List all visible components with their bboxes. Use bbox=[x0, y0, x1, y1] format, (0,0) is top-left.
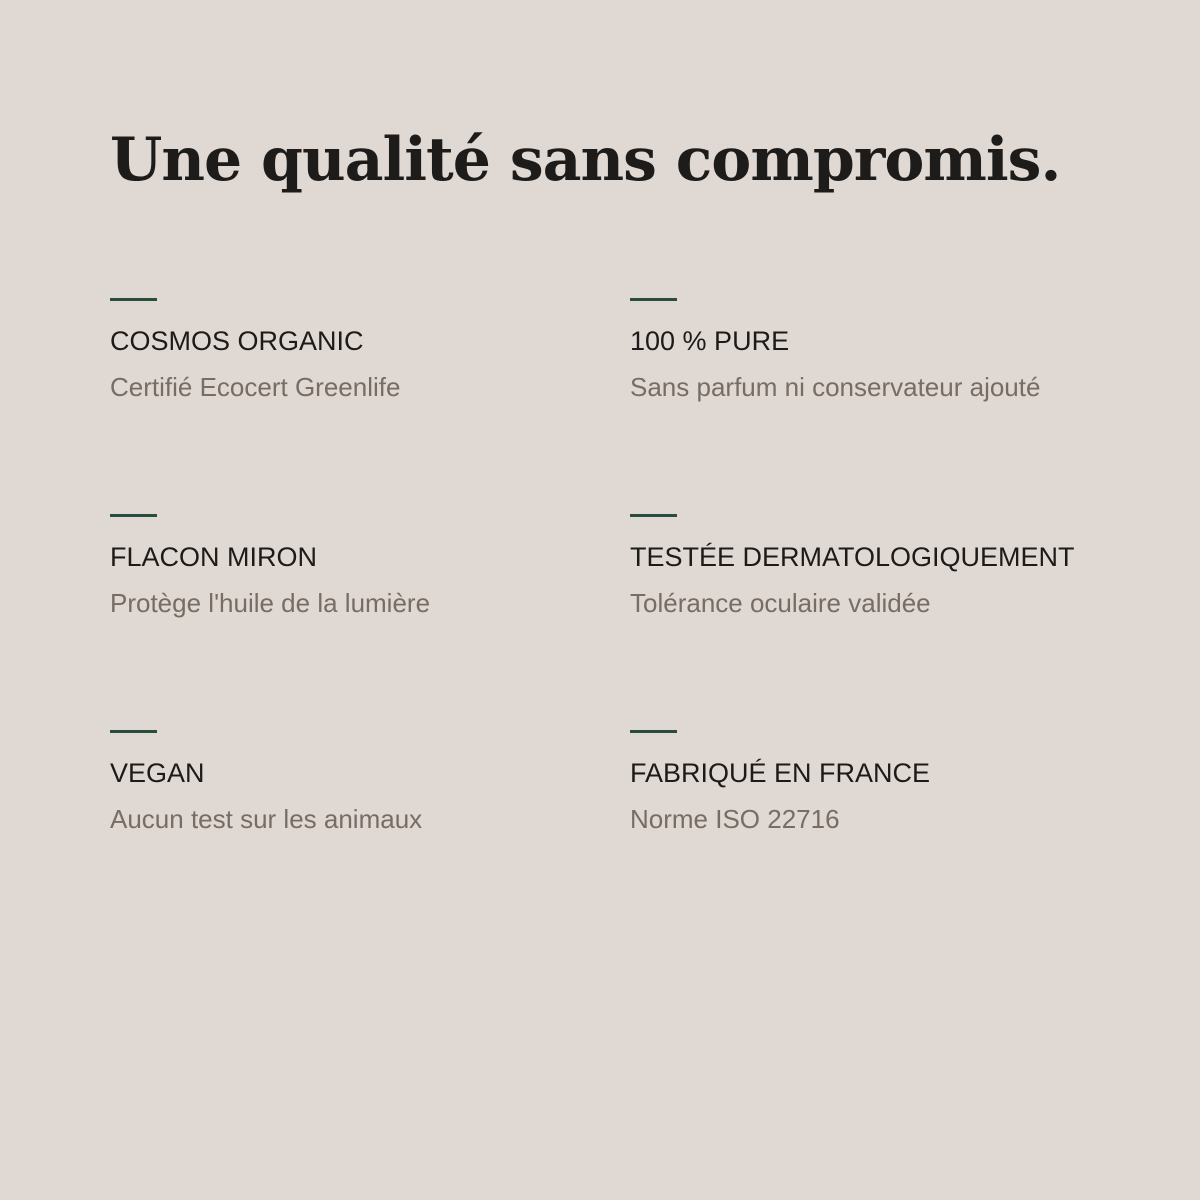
feature-title: COSMOS ORGANIC bbox=[110, 326, 364, 356]
feature-accent-rule bbox=[110, 514, 157, 517]
feature-title: FLACON MIRON bbox=[110, 542, 318, 572]
feature-title: TESTÉE DERMATOLOGIQUEMENT bbox=[630, 542, 1075, 572]
feature-description: Sans parfum ni conservateur ajouté bbox=[630, 372, 1041, 402]
feature-title: 100 % PURE bbox=[630, 326, 790, 356]
feature-description: Tolérance oculaire validée bbox=[630, 588, 931, 618]
feature-cosmos-organic bbox=[110, 298, 630, 514]
feature-accent-rule bbox=[110, 730, 157, 733]
feature-title: VEGAN bbox=[110, 758, 205, 788]
feature-accent-rule bbox=[630, 730, 677, 733]
feature-description: Protège l'huile de la lumière bbox=[110, 588, 431, 618]
feature-made-in-france bbox=[630, 730, 1110, 946]
feature-accent-rule bbox=[630, 514, 677, 517]
feature-dermatology-tested bbox=[630, 514, 1110, 730]
feature-description: Aucun test sur les animaux bbox=[110, 804, 423, 834]
feature-description: Certifié Ecocert Greenlife bbox=[110, 372, 401, 402]
feature-pure bbox=[630, 298, 1110, 514]
feature-description: Norme ISO 22716 bbox=[630, 804, 840, 834]
feature-accent-rule bbox=[630, 298, 677, 301]
feature-flacon-miron bbox=[110, 514, 630, 730]
page-title: Une qualité sans compromis. bbox=[110, 125, 1061, 195]
feature-title: FABRIQUÉ EN FRANCE bbox=[630, 758, 931, 788]
features-grid bbox=[110, 298, 1110, 946]
feature-vegan bbox=[110, 730, 630, 946]
feature-accent-rule bbox=[110, 298, 157, 301]
